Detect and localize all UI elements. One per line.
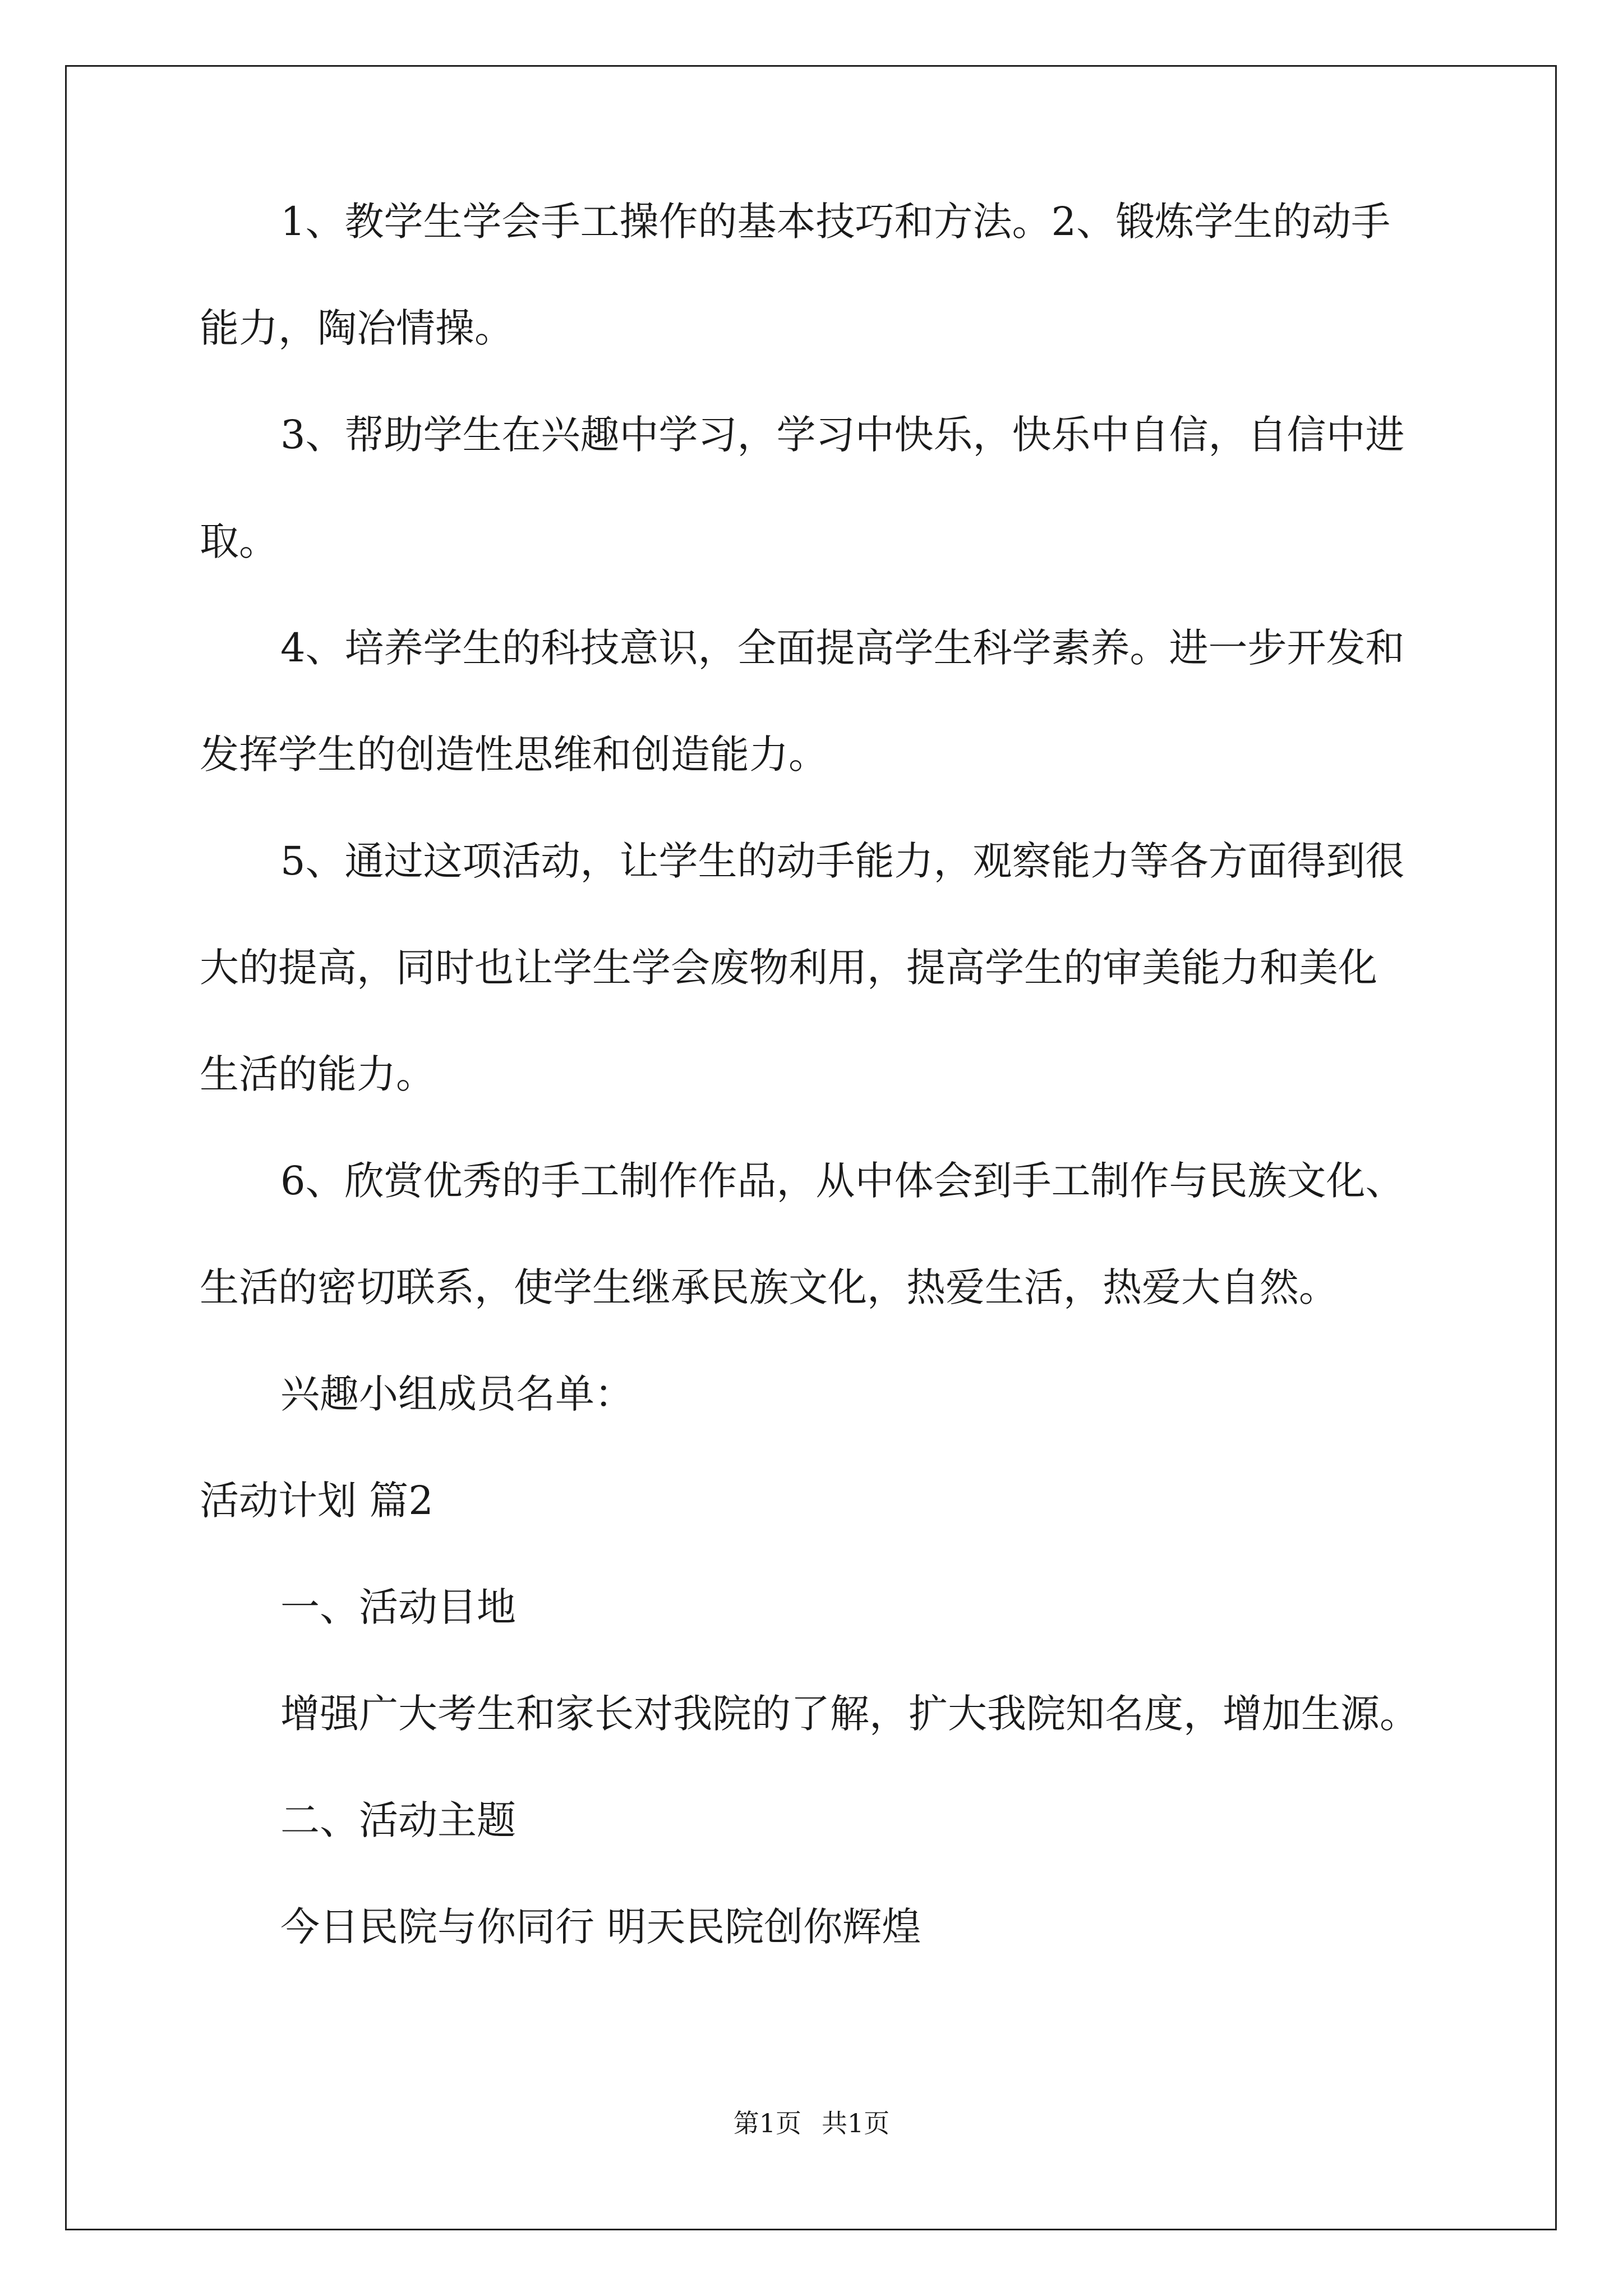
text-line: 生活的能力。	[200, 1051, 435, 1097]
text-line: 5、通过这项活动，让学生的动手能力，观察能力等各方面得到很	[280, 838, 1405, 884]
text-line: 4、培养学生的科技意识，全面提高学生科学素养。进一步开发和	[280, 625, 1405, 671]
page-total: 共1页	[822, 2108, 890, 2138]
page-number: 第1页	[733, 2108, 801, 2138]
text-line: 取。	[200, 518, 278, 564]
text-line: 3、帮助学生在兴趣中学习，学习中快乐，快乐中自信，自信中进	[280, 412, 1405, 458]
text-line: 能力，陶冶情操。	[200, 305, 514, 351]
text-line: 6、欣赏优秀的手工制作作品，从中体会到手工制作与民族文化、	[280, 1158, 1405, 1204]
text-line: 兴趣小组成员名单：	[280, 1371, 634, 1417]
subheading: 二、活动主题	[280, 1797, 516, 1843]
text-line: 1、教学生学会手工操作的基本技巧和方法。2、锻炼学生的动手	[280, 199, 1391, 245]
subheading: 一、活动目地	[280, 1584, 516, 1630]
text-line: 生活的密切联系，使学生继承民族文化，热爱生活，热爱大自然。	[200, 1264, 1338, 1310]
page-footer	[0, 2106, 1623, 2140]
text-line: 大的提高，同时也让学生学会废物利用，提高学生的审美能力和美化	[200, 945, 1377, 991]
text-line: 增强广大考生和家长对我院的了解，扩大我院知名度，增加生源。	[280, 1691, 1419, 1737]
section-heading: 活动计划 篇2	[200, 1478, 434, 1524]
text-line: 发挥学生的创造性思维和创造能力。	[200, 731, 828, 777]
text-line: 今日民院与你同行 明天民院创你辉煌	[280, 1904, 921, 1950]
